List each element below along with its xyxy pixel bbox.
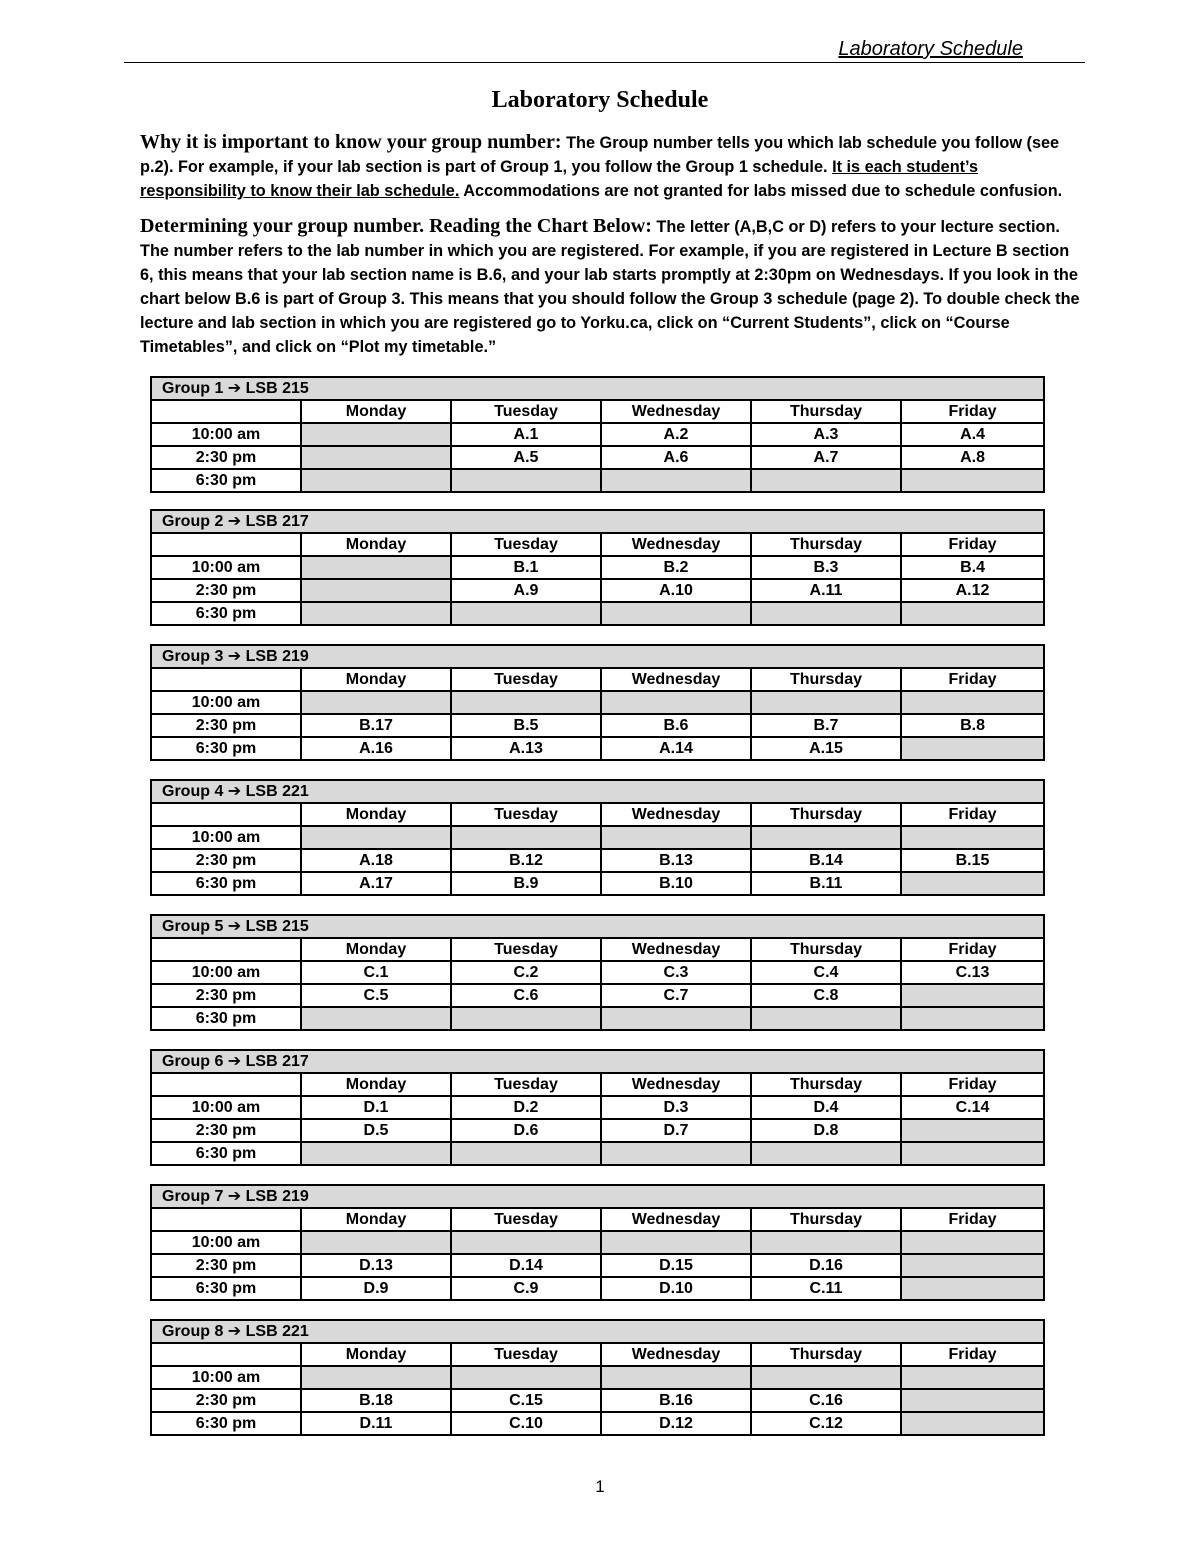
day-header: Monday [301,533,451,556]
group-table [150,644,1045,761]
group-title: Group 2 ➔ LSB 217 [151,510,1044,533]
table-row [151,691,1044,714]
corner-cell [151,1208,301,1231]
empty-slot [601,1007,751,1030]
corner-cell [151,668,301,691]
day-header: Friday [901,1343,1044,1366]
empty-slot [451,1366,601,1389]
day-header: Monday [301,1073,451,1096]
table-row [151,1277,1044,1300]
corner-cell [151,1343,301,1366]
table-row [151,446,1044,469]
empty-slot [751,1007,901,1030]
empty-slot [901,1119,1044,1142]
table-row [151,1254,1044,1277]
day-header: Wednesday [601,938,751,961]
table-row [151,1366,1044,1389]
empty-slot [901,1366,1044,1389]
lab-section-cell: B.13 [601,849,751,872]
day-header: Monday [301,938,451,961]
day-header: Friday [901,1208,1044,1231]
group-table [150,1184,1045,1301]
time-label: 10:00 am [151,961,301,984]
lab-section-cell: A.15 [751,737,901,760]
day-header: Wednesday [601,1343,751,1366]
intro-lead: Why it is important to know your group number: [140,131,562,153]
lab-section-cell: C.7 [601,984,751,1007]
lab-section-cell: D.12 [601,1412,751,1435]
empty-slot [901,1254,1044,1277]
empty-slot [451,826,601,849]
time-label: 2:30 pm [151,714,301,737]
lab-section-cell: A.3 [751,423,901,446]
table-row [151,1412,1044,1435]
lab-section-cell: B.7 [751,714,901,737]
day-header: Tuesday [451,1343,601,1366]
corner-cell [151,803,301,826]
time-label: 10:00 am [151,556,301,579]
group-title: Group 4 ➔ LSB 221 [151,780,1044,803]
group-title: Group 8 ➔ LSB 221 [151,1320,1044,1343]
table-row [151,961,1044,984]
empty-slot [451,691,601,714]
determining-lead: Determining your group number. [140,215,425,237]
time-label: 6:30 pm [151,469,301,492]
time-label: 6:30 pm [151,1412,301,1435]
lab-section-cell: C.5 [301,984,451,1007]
time-label: 6:30 pm [151,1277,301,1300]
day-header: Thursday [751,400,901,423]
intro-paragraph [140,130,1085,203]
day-header: Wednesday [601,803,751,826]
lab-section-cell: C.11 [751,1277,901,1300]
table-row [151,826,1044,849]
corner-cell [151,938,301,961]
empty-slot [301,1142,451,1165]
running-header [124,36,1085,63]
lab-section-cell: C.14 [901,1096,1044,1119]
determining-lead-2: Reading the Chart [424,215,593,237]
group-table [150,1049,1045,1166]
time-label: 2:30 pm [151,446,301,469]
time-label: 10:00 am [151,1231,301,1254]
empty-slot [601,1142,751,1165]
table-row [151,984,1044,1007]
lab-section-cell: D.2 [451,1096,601,1119]
lab-section-cell: B.16 [601,1389,751,1412]
lab-section-cell: A.11 [751,579,901,602]
day-header: Friday [901,938,1044,961]
lab-section-cell: A.13 [451,737,601,760]
lab-section-cell: C.16 [751,1389,901,1412]
time-label: 10:00 am [151,1096,301,1119]
table-row [151,1142,1044,1165]
table-row [151,1119,1044,1142]
table-row [151,737,1044,760]
table-row [151,1096,1044,1119]
day-header: Friday [901,803,1044,826]
table-row [151,1231,1044,1254]
day-header: Thursday [751,668,901,691]
time-label: 10:00 am [151,691,301,714]
lab-section-cell: B.14 [751,849,901,872]
lab-section-cell: C.15 [451,1389,601,1412]
lab-section-cell: D.3 [601,1096,751,1119]
intro-text-2: Accommodations are not granted for labs missed due to schedule confusion. [459,182,1063,200]
lab-section-cell: D.4 [751,1096,901,1119]
empty-slot [751,1231,901,1254]
lab-section-cell: D.6 [451,1119,601,1142]
intro-text: The Group number tells you which lab schedule you follow (see p.2). For example, if your lab section is part of Group 1, you follow the Group 1 schedule. [140,134,1060,176]
day-header: Thursday [751,1073,901,1096]
lab-section-cell: D.5 [301,1119,451,1142]
lab-section-cell: C.8 [751,984,901,1007]
empty-slot [901,737,1044,760]
lab-section-cell: D.14 [451,1254,601,1277]
time-label: 6:30 pm [151,737,301,760]
empty-slot [901,1231,1044,1254]
day-header: Tuesday [451,1208,601,1231]
empty-slot [751,1366,901,1389]
group-table [150,376,1045,493]
lab-section-cell: B.6 [601,714,751,737]
corner-cell [151,400,301,423]
lab-section-cell: B.8 [901,714,1044,737]
empty-slot [901,826,1044,849]
lab-section-cell: B.4 [901,556,1044,579]
lab-section-cell: B.9 [451,872,601,895]
empty-slot [901,469,1044,492]
empty-slot [901,1007,1044,1030]
empty-slot [751,826,901,849]
intro-underlined: It is each student’s responsibility to know their lab schedule. [140,158,979,200]
lab-section-cell: C.2 [451,961,601,984]
group-table [150,1319,1045,1436]
empty-slot [901,984,1044,1007]
lab-section-cell: A.2 [601,423,751,446]
table-row [151,423,1044,446]
empty-slot [301,446,451,469]
lab-section-cell: B.1 [451,556,601,579]
empty-slot [751,602,901,625]
time-label: 10:00 am [151,826,301,849]
page-title: Laboratory Schedule [491,87,709,113]
lab-section-cell: B.18 [301,1389,451,1412]
lab-section-cell: B.10 [601,872,751,895]
table-row [151,469,1044,492]
lab-section-cell: A.5 [451,446,601,469]
lab-section-cell: A.17 [301,872,451,895]
table-row [151,714,1044,737]
time-label: 6:30 pm [151,1142,301,1165]
day-header: Wednesday [601,533,751,556]
empty-slot [301,556,451,579]
determining-lead-3: Below: [593,215,652,237]
lab-section-cell: A.4 [901,423,1044,446]
lab-section-cell: B.5 [451,714,601,737]
empty-slot [451,1142,601,1165]
page-number: 1 [595,1477,605,1496]
empty-slot [901,872,1044,895]
empty-slot [451,1007,601,1030]
time-label: 2:30 pm [151,849,301,872]
empty-slot [901,1389,1044,1412]
lab-section-cell: D.13 [301,1254,451,1277]
table-row [151,1389,1044,1412]
time-label: 6:30 pm [151,602,301,625]
time-label: 2:30 pm [151,1119,301,1142]
lab-section-cell: A.8 [901,446,1044,469]
day-header: Wednesday [601,668,751,691]
lab-section-cell: A.14 [601,737,751,760]
lab-section-cell: A.12 [901,579,1044,602]
day-header: Monday [301,1208,451,1231]
determining-text: The letter (A,B,C or D) refers to your lecture section. The number refers to the lab number in which you are registered. For example, if you are registered in Lecture B section 6, this means that your lab section name is B.6, and your lab starts promptly at 2:30pm on Wednesdays. If you look in the chart below B.6 is part of Group 3. This means that you should follow the Group 3 schedule (page 2). To double check the lecture and lab section in which you are registered go to Yorku.ca, click on “Current Students”, click on “Course Timetables”, and click on “Plot my timetable.” [140,218,1080,356]
lab-section-cell: A.1 [451,423,601,446]
lab-section-cell: D.11 [301,1412,451,1435]
day-header: Tuesday [451,533,601,556]
empty-slot [301,469,451,492]
day-header: Friday [901,668,1044,691]
time-label: 10:00 am [151,423,301,446]
empty-slot [301,1231,451,1254]
lab-section-cell: D.1 [301,1096,451,1119]
empty-slot [901,1142,1044,1165]
day-header: Monday [301,668,451,691]
day-header: Friday [901,1073,1044,1096]
day-header: Thursday [751,803,901,826]
lab-section-cell: A.7 [751,446,901,469]
lab-section-cell: B.15 [901,849,1044,872]
group-table [150,779,1045,896]
day-header: Thursday [751,938,901,961]
lab-section-cell: A.9 [451,579,601,602]
empty-slot [451,1231,601,1254]
table-row [151,849,1044,872]
day-header: Wednesday [601,1208,751,1231]
lab-section-cell: C.1 [301,961,451,984]
lab-section-cell: D.8 [751,1119,901,1142]
day-header: Friday [901,533,1044,556]
group-title: Group 6 ➔ LSB 217 [151,1050,1044,1073]
lab-section-cell: C.12 [751,1412,901,1435]
lab-section-cell: A.16 [301,737,451,760]
lab-section-cell: B.3 [751,556,901,579]
group-table [150,914,1045,1031]
day-header: Friday [901,400,1044,423]
time-label: 2:30 pm [151,579,301,602]
table-row [151,602,1044,625]
empty-slot [451,602,601,625]
day-header: Monday [301,803,451,826]
lab-section-cell: A.18 [301,849,451,872]
day-header: Monday [301,400,451,423]
time-label: 2:30 pm [151,1389,301,1412]
group-title: Group 7 ➔ LSB 219 [151,1185,1044,1208]
empty-slot [901,602,1044,625]
running-header-title: Laboratory Schedule [838,38,1023,60]
time-label: 2:30 pm [151,1254,301,1277]
empty-slot [601,691,751,714]
day-header: Tuesday [451,1073,601,1096]
empty-slot [301,826,451,849]
lab-section-cell: C.6 [451,984,601,1007]
empty-slot [301,1007,451,1030]
day-header: Monday [301,1343,451,1366]
empty-slot [301,602,451,625]
lab-section-cell: C.10 [451,1412,601,1435]
group-title: Group 3 ➔ LSB 219 [151,645,1044,668]
day-header: Tuesday [451,668,601,691]
lab-section-cell: C.13 [901,961,1044,984]
empty-slot [301,579,451,602]
lab-section-cell: D.9 [301,1277,451,1300]
day-header: Thursday [751,1208,901,1231]
group-title: Group 1 ➔ LSB 215 [151,377,1044,400]
day-header: Thursday [751,533,901,556]
lab-section-cell: C.3 [601,961,751,984]
empty-slot [601,1231,751,1254]
determining-paragraph [140,214,1085,359]
lab-section-cell: B.17 [301,714,451,737]
corner-cell [151,1073,301,1096]
lab-section-cell: C.9 [451,1277,601,1300]
empty-slot [901,1277,1044,1300]
empty-slot [451,469,601,492]
empty-slot [751,1142,901,1165]
day-header: Wednesday [601,400,751,423]
empty-slot [601,469,751,492]
group-table [150,509,1045,626]
empty-slot [601,602,751,625]
empty-slot [601,826,751,849]
table-row [151,872,1044,895]
day-header: Thursday [751,1343,901,1366]
time-label: 6:30 pm [151,1007,301,1030]
time-label: 10:00 am [151,1366,301,1389]
lab-section-cell: C.4 [751,961,901,984]
lab-section-cell: D.10 [601,1277,751,1300]
lab-section-cell: D.16 [751,1254,901,1277]
time-label: 2:30 pm [151,984,301,1007]
empty-slot [301,1366,451,1389]
lab-section-cell: A.6 [601,446,751,469]
lab-section-cell: D.15 [601,1254,751,1277]
day-header: Tuesday [451,803,601,826]
time-label: 6:30 pm [151,872,301,895]
empty-slot [901,691,1044,714]
empty-slot [301,691,451,714]
lab-section-cell: B.12 [451,849,601,872]
lab-section-cell: B.2 [601,556,751,579]
empty-slot [751,469,901,492]
lab-section-cell: D.7 [601,1119,751,1142]
day-header: Tuesday [451,400,601,423]
empty-slot [601,1366,751,1389]
corner-cell [151,533,301,556]
group-title: Group 5 ➔ LSB 215 [151,915,1044,938]
table-row [151,1007,1044,1030]
empty-slot [301,423,451,446]
table-row [151,556,1044,579]
day-header: Tuesday [451,938,601,961]
day-header: Wednesday [601,1073,751,1096]
empty-slot [751,691,901,714]
empty-slot [901,1412,1044,1435]
lab-section-cell: B.11 [751,872,901,895]
lab-section-cell: A.10 [601,579,751,602]
table-row [151,579,1044,602]
